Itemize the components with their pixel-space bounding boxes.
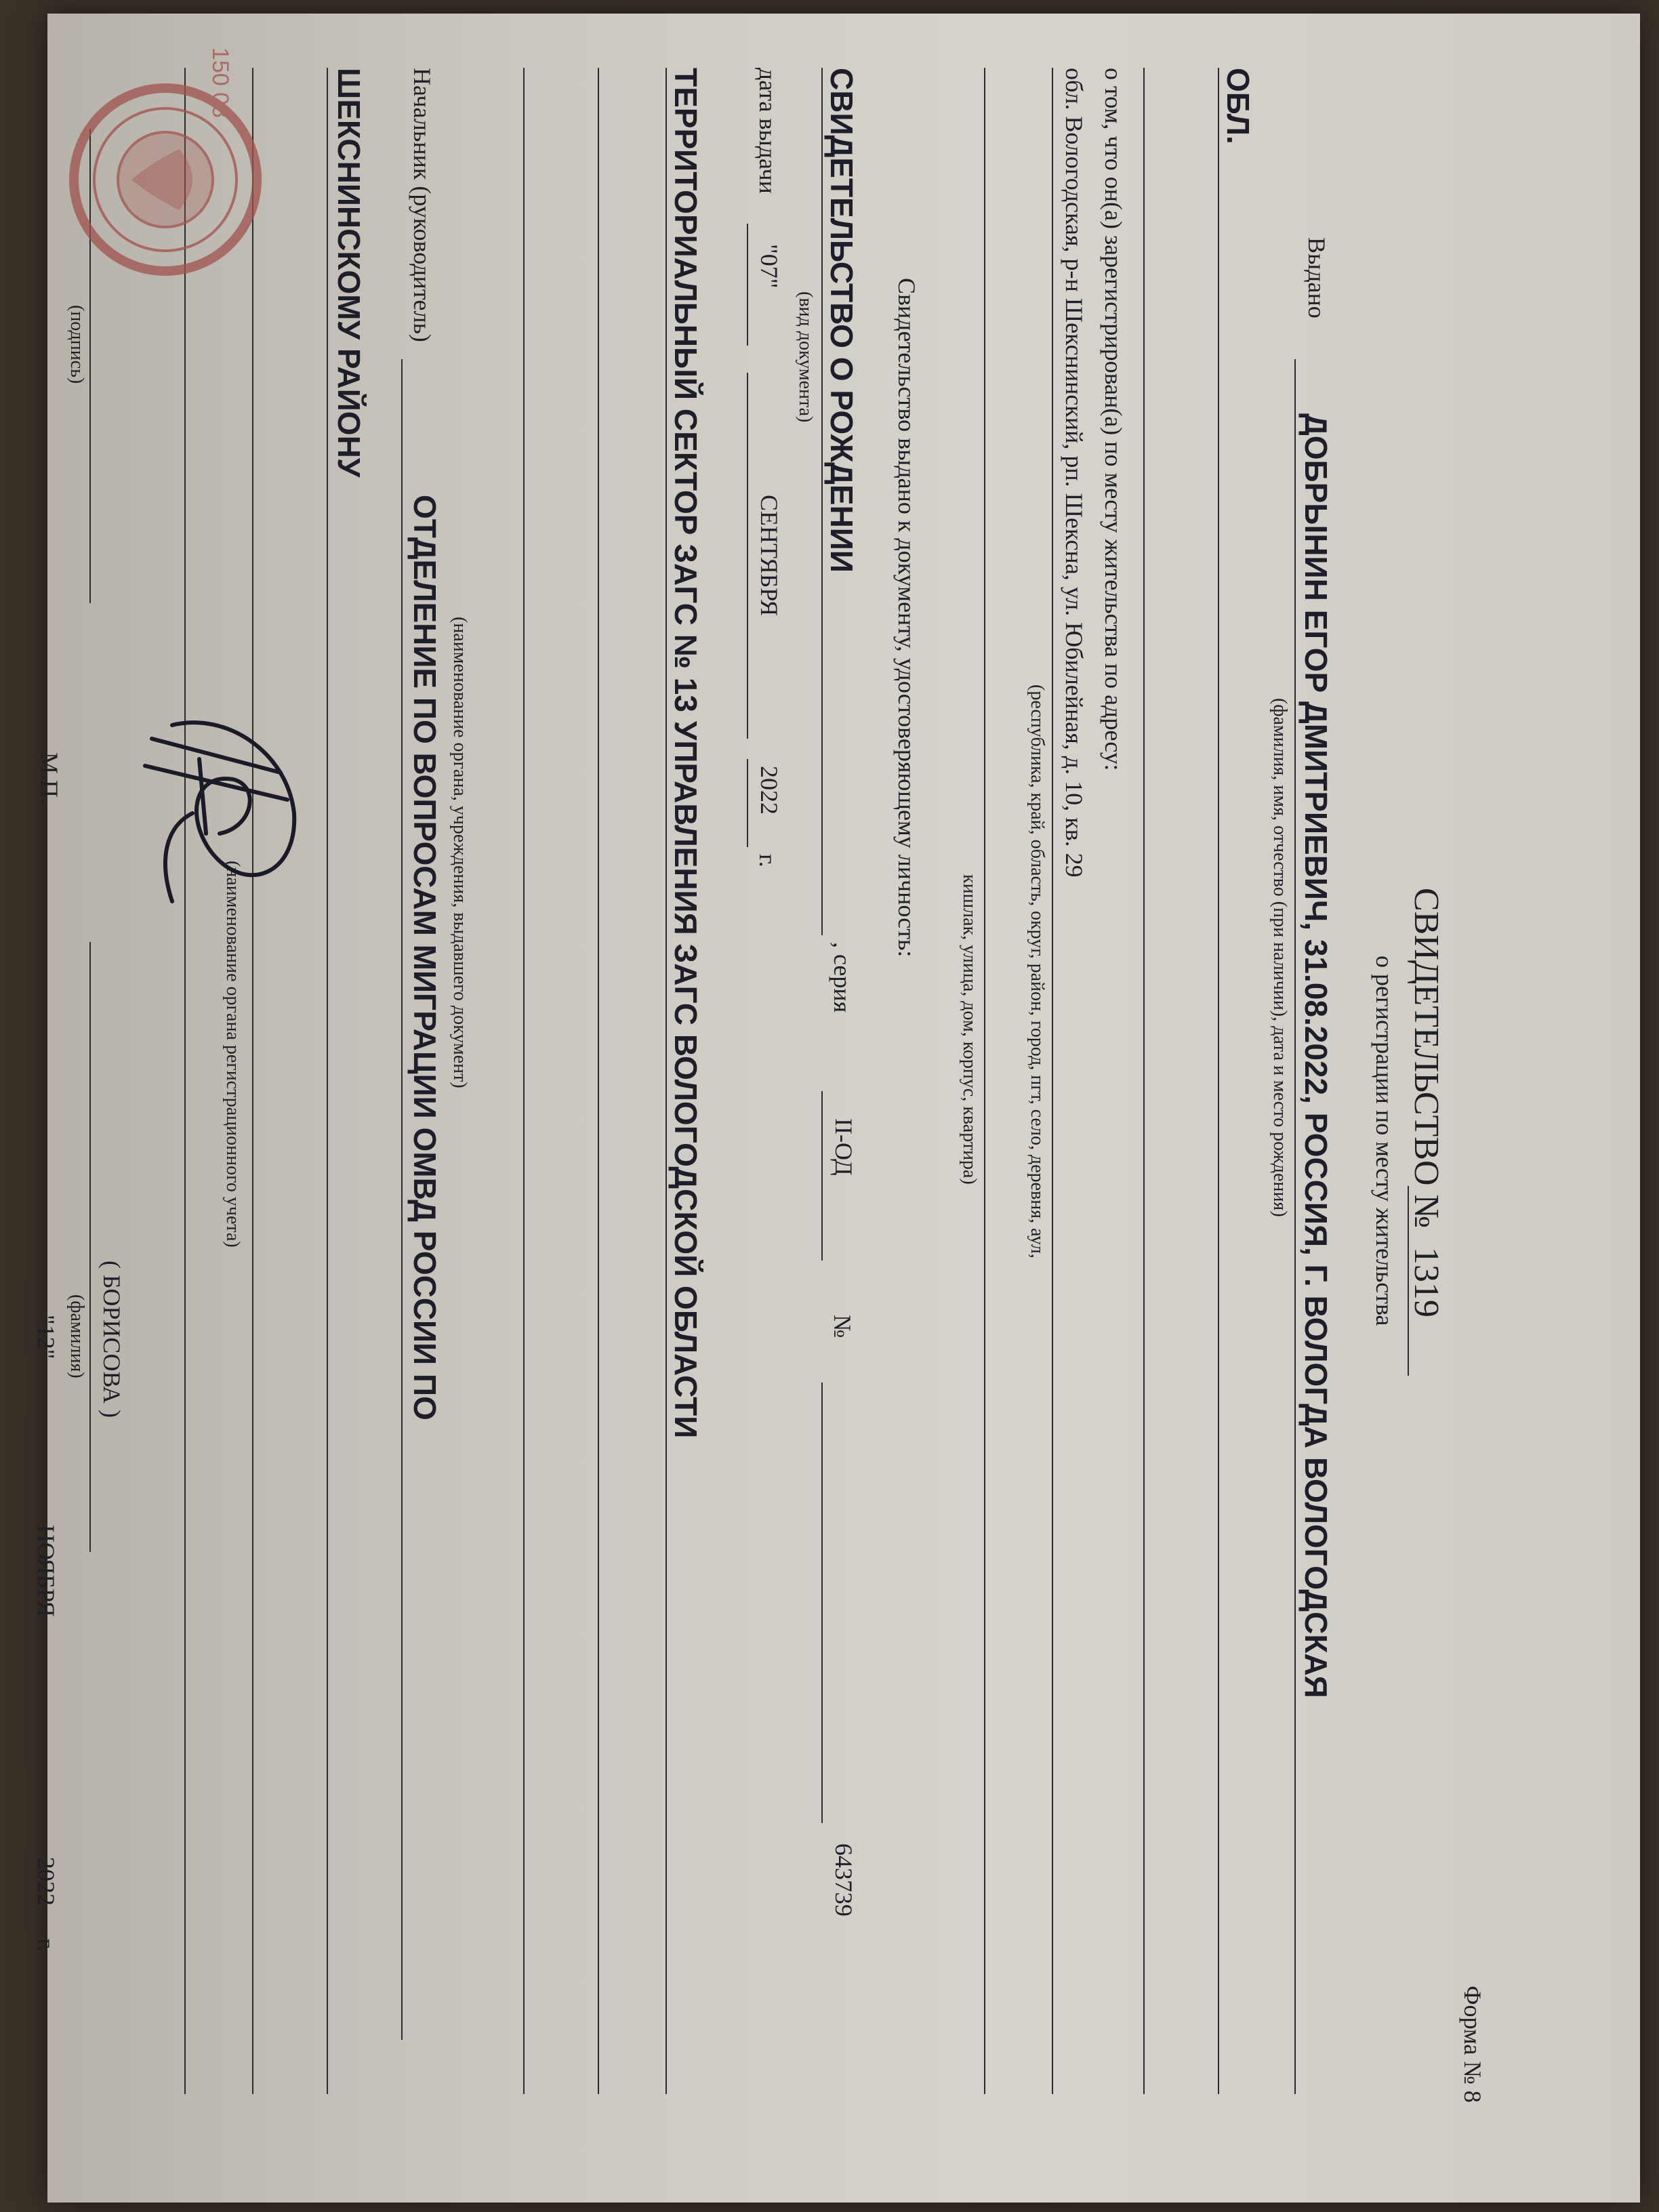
- series-label: , серия: [829, 942, 856, 1013]
- head-line-2: [327, 68, 328, 2094]
- identity-label: Свидетельство выдано к документу, удостоверяющему личность:: [893, 278, 920, 958]
- date-month: НОЯБРЯ: [33, 1525, 60, 1617]
- year-line-2: [25, 1850, 26, 1931]
- stamp-text: 150 08: [207, 47, 233, 118]
- doc-number-line: [821, 1382, 823, 1823]
- day-line: [747, 224, 748, 346]
- issuer-hint: (наименование органа, учреждения, выдавшего документ): [449, 617, 470, 1088]
- date-day: "12": [33, 1315, 60, 1359]
- issue-year-suffix: г.: [754, 854, 781, 867]
- registration-certificate: [3, 7, 1528, 2203]
- doc-series: II-ОД: [830, 1118, 857, 1176]
- address-label: о том, что он(а) зарегистрирован(а) по месту жительства по адресу:: [1100, 68, 1127, 771]
- series-line: [821, 1091, 823, 1261]
- certificate-title: СВИДЕТЕЛЬСТВО №: [1407, 888, 1446, 1229]
- issuer-line: [665, 68, 667, 2094]
- address-value: обл. Вологодская, р-н Шекснинский, рп. Шексна, ул. Юбилейная, д. 10, кв. 29: [1061, 68, 1088, 878]
- issued-name: ДОБРЫНИН ЕГОР ДМИТРИЕВИЧ, 31.08.2022, РОССИЯ, Г. ВОЛОГДА ВОЛОГОДСКАЯ: [1298, 413, 1334, 1698]
- signature-scribble: [125, 698, 328, 915]
- surname-hint: (фамилия): [66, 1294, 87, 1378]
- issuer-line-3: [523, 68, 525, 2094]
- official-stamp: [64, 34, 267, 325]
- issuer-line-2: [598, 68, 599, 2094]
- head-org-line-2: ШЕКСНИНСКОМУ РАЙОНУ: [331, 68, 367, 478]
- doc-number-label: №: [829, 1315, 856, 1338]
- head-line-3: [252, 68, 253, 2094]
- blank-line-1: [1143, 68, 1145, 2094]
- doc-type-hint: (вид документа): [795, 291, 816, 423]
- head-label: Начальник (руководитель): [409, 68, 436, 342]
- head-org-line-1: ОТДЕЛЕНИЕ ПО ВОПРОСАМ МИГРАЦИИ ОМВД РОССИИ ПО: [407, 495, 443, 1420]
- signature-hint: (подпись): [66, 305, 87, 384]
- head-surname: ( БОРИСОВА ): [98, 1261, 125, 1418]
- issued-line-2: [1218, 68, 1219, 2094]
- issuer-value: ТЕРРИТОРИАЛЬНЫЙ СЕКТОР ЗАГС № 13 УПРАВЛЕНИЯ ЗАГС ВОЛОГОДСКОЙ ОБЛАСТИ: [668, 68, 703, 1439]
- date-suffix: г.: [33, 1938, 60, 1952]
- issue-year: 2022: [756, 766, 783, 815]
- issue-day: "07": [756, 244, 783, 289]
- form-number: Форма № 8: [1459, 1986, 1486, 2103]
- date-year: 2022: [33, 1857, 60, 1906]
- issued-hint: (фамилия, имя, отчество (при наличии), дата и место рождения): [1269, 698, 1290, 1217]
- address-line: [1052, 68, 1053, 2094]
- head-org-hint: (наименование органа регистрационного учета): [222, 861, 243, 1248]
- issue-month: СЕНТЯБРЯ: [756, 495, 783, 617]
- doc-type: СВИДЕТЕЛЬСТВО О РОЖДЕНИИ: [824, 68, 859, 573]
- certificate-subtitle: о регистрации по месту жительства: [1371, 956, 1398, 1326]
- head-line-1: [401, 359, 403, 2040]
- day-line-2: [25, 1281, 26, 1355]
- address-line-2: [984, 68, 985, 2094]
- certificate-number: 1319: [1407, 1247, 1446, 1317]
- surname-line: [89, 942, 91, 1552]
- year-line: [747, 759, 748, 847]
- month-line: [747, 373, 748, 739]
- seal-label: М.П.: [36, 752, 63, 804]
- head-line-4: [184, 68, 186, 2094]
- issued-line: [1294, 359, 1296, 2094]
- address-hint-2: кишлак, улица, дом, корпус, квартира): [959, 874, 980, 1185]
- doc-type-line: [821, 68, 823, 935]
- issued-label: Выдано: [1303, 237, 1330, 319]
- month-line-2: [25, 1416, 26, 1769]
- address-hint-1: (республика, край, область, округ, район, город, пгт, село, деревня, аул,: [1027, 684, 1048, 1258]
- issued-name-cont: ОБЛ.: [1221, 68, 1256, 144]
- date-label: дата выдачи: [754, 68, 781, 194]
- doc-number: 643739: [830, 1843, 857, 1917]
